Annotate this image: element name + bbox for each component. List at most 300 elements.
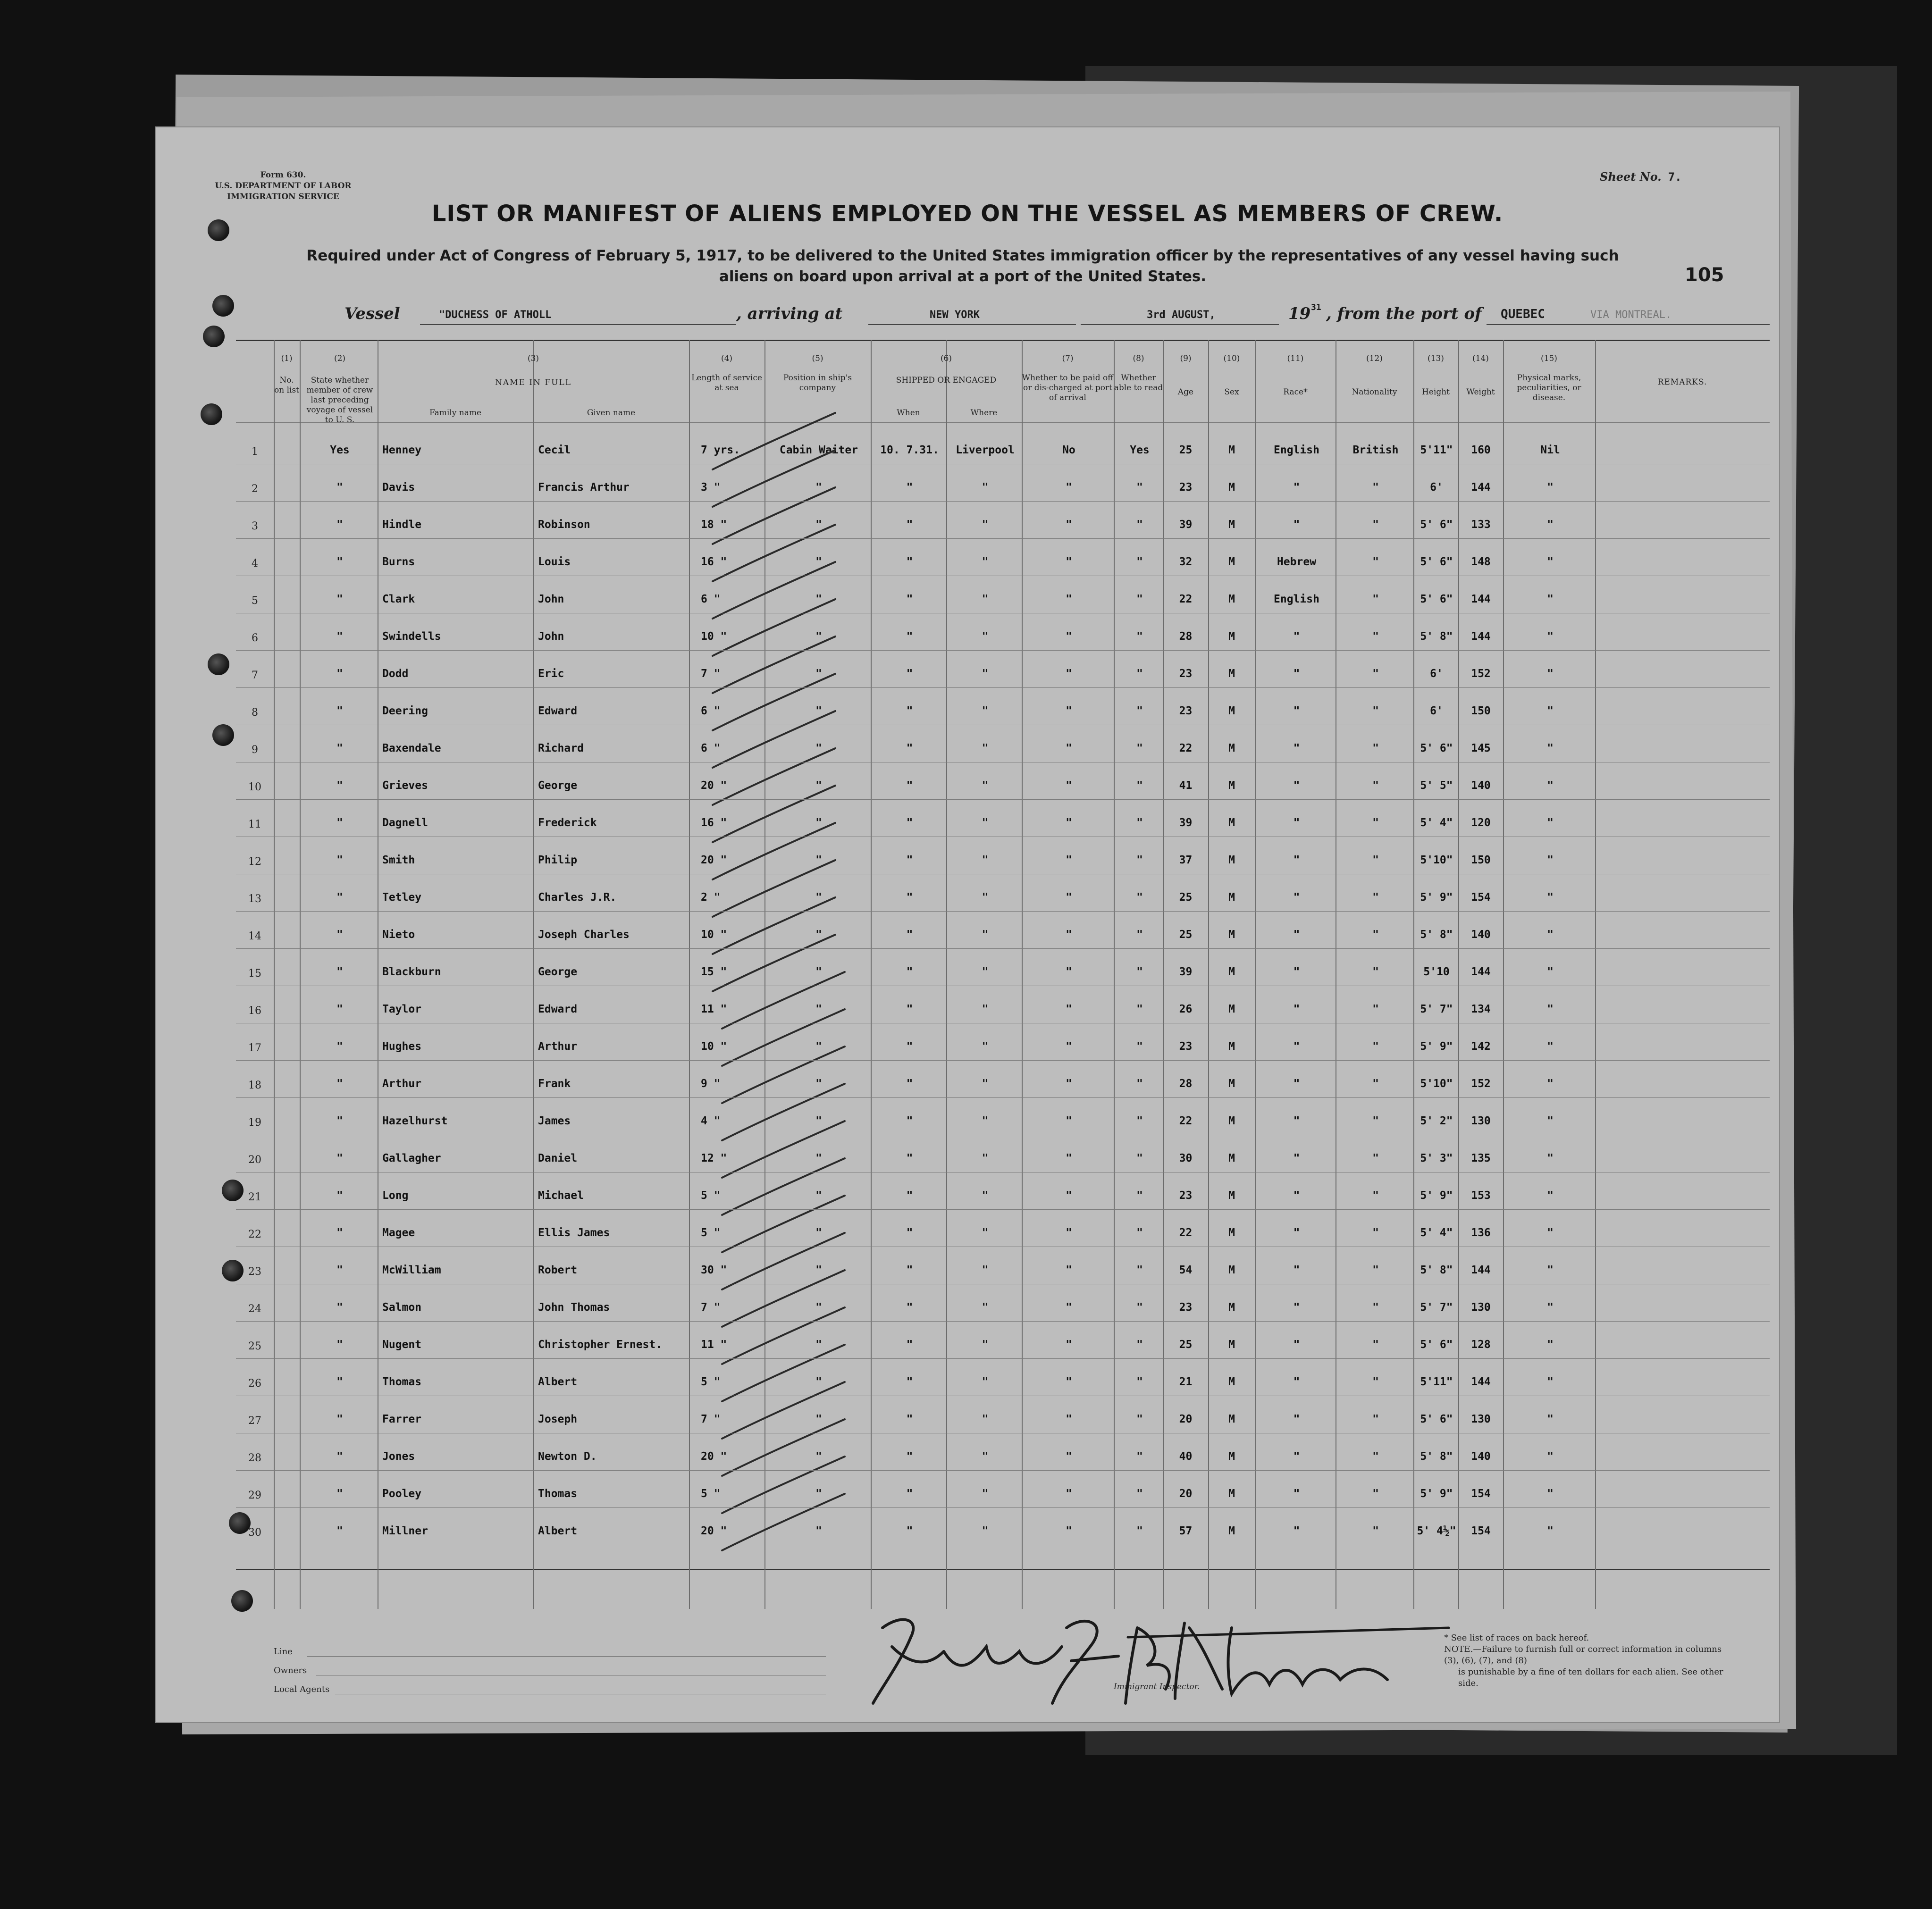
cell-given: Ellis James <box>538 1227 610 1239</box>
cell-age: 23 <box>1179 1040 1193 1053</box>
cell-when: " <box>906 1413 913 1425</box>
check-mark <box>722 1382 845 1439</box>
cell-where: " <box>982 1339 989 1351</box>
cell-marks: " <box>1547 929 1554 941</box>
cell-weight: 130 <box>1471 1301 1491 1314</box>
cell-read: " <box>1136 1413 1143 1425</box>
cell-paid: " <box>1066 1450 1072 1463</box>
cell-position: " <box>815 668 822 680</box>
row-number: 8 <box>252 707 258 719</box>
cell-read: " <box>1136 817 1143 829</box>
cell-family: Hughes <box>382 1040 422 1053</box>
cell-race: " <box>1293 1115 1300 1127</box>
footnote <box>1444 1633 1737 1689</box>
col-label: Height <box>1422 387 1450 397</box>
row-number: 23 <box>248 1266 261 1278</box>
cell-nation: " <box>1372 519 1379 531</box>
cell-where: " <box>982 1450 989 1463</box>
cell-nation: " <box>1372 593 1379 605</box>
cell-sex: M <box>1228 817 1235 829</box>
cell-age: 57 <box>1179 1525 1193 1537</box>
cell-position: " <box>815 1189 822 1202</box>
cell-weight: 130 <box>1471 1115 1491 1127</box>
cell-prev: " <box>336 1525 343 1537</box>
cell-paid: " <box>1066 556 1072 568</box>
cell-service: 9 " <box>701 1078 721 1090</box>
cell-age: 54 <box>1179 1264 1193 1276</box>
row-rule <box>236 1060 1770 1061</box>
cell-when: " <box>906 668 913 680</box>
cell-height: 6' <box>1430 705 1443 717</box>
cell-position: " <box>815 1339 822 1351</box>
owners-label: Owners <box>274 1666 307 1675</box>
check-mark <box>722 1158 845 1215</box>
cell-sex: M <box>1228 854 1235 866</box>
cell-position: " <box>815 929 822 941</box>
cell-service: 7 " <box>701 1413 721 1425</box>
col-label: Age <box>1177 387 1194 397</box>
page-subtitle <box>297 245 1628 287</box>
cell-race: " <box>1293 1525 1300 1537</box>
cell-height: 5' 8" <box>1420 1450 1453 1463</box>
row-number: 19 <box>248 1117 261 1129</box>
cell-family: Arthur <box>382 1078 422 1090</box>
cell-sex: M <box>1228 556 1235 568</box>
binder-hole <box>208 653 229 675</box>
cell-family: Baxendale <box>382 742 441 754</box>
cell-height: 5' 9" <box>1420 1040 1453 1053</box>
cell-prev: " <box>336 519 343 531</box>
cell-prev: " <box>336 817 343 829</box>
footnote-line: NOTE.—Failure to furnish full or correct information in columns (3), (6), (7), and (8) <box>1444 1644 1722 1666</box>
cell-service: 20 " <box>701 1450 727 1463</box>
cell-read: " <box>1136 705 1143 717</box>
cell-prev: " <box>336 1040 343 1053</box>
cell-prev: " <box>336 966 343 978</box>
cell-weight: 142 <box>1471 1040 1491 1053</box>
cell-sex: M <box>1228 1115 1235 1127</box>
cell-prev: " <box>336 593 343 605</box>
cell-read: " <box>1136 519 1143 531</box>
check-mark <box>722 1196 845 1252</box>
page-number: 105 <box>1685 264 1724 286</box>
cell-race: English <box>1274 444 1319 456</box>
row-number: 27 <box>248 1415 261 1427</box>
cell-weight: 145 <box>1471 742 1491 754</box>
col-index: (11) <box>1287 354 1304 363</box>
cell-nation: " <box>1372 1301 1379 1314</box>
binder-hole <box>212 295 234 317</box>
check-mark <box>713 935 835 991</box>
cell-when: " <box>906 481 913 494</box>
cell-family: Dagnell <box>382 817 428 829</box>
cell-when: " <box>906 1339 913 1351</box>
cell-position: " <box>815 1264 822 1276</box>
cell-age: 23 <box>1179 668 1193 680</box>
col-remarks: REMARKS. <box>1657 377 1707 387</box>
cell-race: English <box>1274 593 1319 605</box>
binder-hole <box>212 724 234 746</box>
row-rule <box>236 948 1770 949</box>
row-rule <box>236 1470 1770 1471</box>
cell-service: 20 " <box>701 1525 727 1537</box>
col-label: Length of service at sea <box>691 373 762 393</box>
cell-family: Jones <box>382 1450 415 1463</box>
row-number: 10 <box>248 781 261 793</box>
from-port-label: , from the port of <box>1326 304 1482 323</box>
from-underline <box>1487 324 1770 325</box>
check-mark <box>722 1270 845 1327</box>
cell-sex: M <box>1228 1227 1235 1239</box>
cell-position: " <box>815 1301 822 1314</box>
cell-height: 5' 3" <box>1420 1152 1453 1164</box>
cell-weight: 144 <box>1471 1376 1491 1388</box>
cell-sex: M <box>1228 519 1235 531</box>
cell-service: 10 " <box>701 630 727 643</box>
row-rule <box>236 501 1770 502</box>
cell-age: 26 <box>1179 1003 1193 1015</box>
cell-when: " <box>906 1264 913 1276</box>
cell-where: " <box>982 854 989 866</box>
cell-service: 10 " <box>701 929 727 941</box>
col-index: (8) <box>1133 354 1144 363</box>
cell-height: 5'11" <box>1420 444 1453 456</box>
cell-marks: " <box>1547 891 1554 904</box>
cell-service: 5 " <box>701 1227 721 1239</box>
cell-age: 39 <box>1179 817 1193 829</box>
cell-position: " <box>815 630 822 643</box>
row-rule <box>236 1507 1770 1508</box>
cell-when: " <box>906 1376 913 1388</box>
col-index: (4) <box>721 354 733 363</box>
cell-family: Millner <box>382 1525 428 1537</box>
cell-given: Robert <box>538 1264 578 1276</box>
departure-port: QUEBEC <box>1501 307 1545 321</box>
cell-family: Dodd <box>382 668 409 680</box>
cell-prev: " <box>336 1003 343 1015</box>
cell-read: " <box>1136 1301 1143 1314</box>
cell-where: " <box>982 742 989 754</box>
cell-age: 25 <box>1179 929 1193 941</box>
cell-prev: " <box>336 929 343 941</box>
row-number: 5 <box>252 595 258 607</box>
cell-weight: 133 <box>1471 519 1491 531</box>
cell-read: " <box>1136 1450 1143 1463</box>
cell-given: Arthur <box>538 1040 578 1053</box>
cell-paid: " <box>1066 630 1072 643</box>
arrival-date: 3rd AUGUST, <box>1147 309 1216 321</box>
col-index: (5) <box>812 354 823 363</box>
cell-nation: " <box>1372 1152 1379 1164</box>
cell-prev: " <box>336 1078 343 1090</box>
cell-marks: " <box>1547 481 1554 494</box>
sheet-value: 7. <box>1668 170 1682 184</box>
check-mark <box>713 823 835 879</box>
cell-when: " <box>906 630 913 643</box>
cell-read: " <box>1136 1152 1143 1164</box>
cell-marks: " <box>1547 1488 1554 1500</box>
check-mark <box>722 1494 845 1550</box>
cell-weight: 144 <box>1471 630 1491 643</box>
cell-position: " <box>815 593 822 605</box>
cell-where: " <box>982 1227 989 1239</box>
line-field <box>307 1656 826 1657</box>
check-mark <box>713 487 835 544</box>
cell-position: " <box>815 519 822 531</box>
cell-position: " <box>815 779 822 792</box>
cell-family: Taylor <box>382 1003 422 1015</box>
cell-sex: M <box>1228 891 1235 904</box>
col-label: Whether able to read <box>1114 373 1163 393</box>
cell-nation: " <box>1372 1189 1379 1202</box>
vessel-name: "DUCHESS OF ATHOLL <box>439 309 552 321</box>
cell-when: " <box>906 929 913 941</box>
row-number: 16 <box>248 1005 261 1017</box>
cell-paid: " <box>1066 1264 1072 1276</box>
footnote-line: * See list of races on back hereof. <box>1444 1633 1589 1643</box>
cell-paid: " <box>1066 1488 1072 1500</box>
cell-race: " <box>1293 742 1300 754</box>
row-number: 20 <box>248 1154 261 1166</box>
cell-service: 6 " <box>701 593 721 605</box>
cell-sex: M <box>1228 481 1235 494</box>
cell-sex: M <box>1228 779 1235 792</box>
row-number: 17 <box>248 1042 261 1054</box>
cell-family: Hindle <box>382 519 422 531</box>
cell-where: " <box>982 630 989 643</box>
immigrant-inspector-label: Immigrant Inspector. <box>1114 1682 1200 1691</box>
check-mark <box>713 525 835 581</box>
cell-paid: " <box>1066 1152 1072 1164</box>
cell-marks: " <box>1547 593 1554 605</box>
cell-service: 2 " <box>701 891 721 904</box>
col-label: Sex <box>1224 387 1239 397</box>
cell-read: " <box>1136 1376 1143 1388</box>
cell-sex: M <box>1228 1450 1235 1463</box>
cell-height: 5' 9" <box>1420 891 1453 904</box>
cell-age: 39 <box>1179 519 1193 531</box>
cell-race: " <box>1293 1450 1300 1463</box>
cell-family: Hazelhurst <box>382 1115 448 1127</box>
cell-where: " <box>982 519 989 531</box>
cell-family: Pooley <box>382 1488 422 1500</box>
cell-paid: " <box>1066 929 1072 941</box>
col-index: (13) <box>1428 354 1444 363</box>
row-number: 22 <box>248 1229 261 1240</box>
cell-sex: M <box>1228 1339 1235 1351</box>
col-label: State whether member of crew last preceding voyage of vessel to U. S. <box>306 376 373 425</box>
cell-marks: " <box>1547 1525 1554 1537</box>
cell-weight: 140 <box>1471 779 1491 792</box>
cell-where: " <box>982 1264 989 1276</box>
cell-sex: M <box>1228 1264 1235 1276</box>
cell-where: " <box>982 1301 989 1314</box>
cell-given: Daniel <box>538 1152 578 1164</box>
vessel-label: Vessel <box>344 304 400 323</box>
cell-marks: " <box>1547 779 1554 792</box>
cell-when: " <box>906 593 913 605</box>
cell-race: Hebrew <box>1277 556 1317 568</box>
col-label: SHIPPED OR ENGAGED <box>896 376 997 385</box>
cell-when: " <box>906 1003 913 1015</box>
cell-family: Farrer <box>382 1413 422 1425</box>
row-rule <box>236 1209 1770 1210</box>
cell-service: 6 " <box>701 742 721 754</box>
cell-when: " <box>906 556 913 568</box>
cell-nation: " <box>1372 1264 1379 1276</box>
cell-paid: " <box>1066 1115 1072 1127</box>
cell-marks: " <box>1547 1264 1554 1276</box>
cell-read: " <box>1136 593 1143 605</box>
cell-marks: " <box>1547 1450 1554 1463</box>
cell-weight: 153 <box>1471 1189 1491 1202</box>
cell-paid: " <box>1066 668 1072 680</box>
cell-read: " <box>1136 966 1143 978</box>
cell-when: " <box>906 966 913 978</box>
cell-service: 7 " <box>701 1301 721 1314</box>
form-number: Form 630. <box>260 170 306 180</box>
cell-family: Deering <box>382 705 428 717</box>
check-mark <box>722 1457 845 1513</box>
footer-section <box>208 1623 1723 1703</box>
cell-paid: " <box>1066 817 1072 829</box>
cell-marks: " <box>1547 1376 1554 1388</box>
cell-prev: " <box>336 1450 343 1463</box>
cell-read: " <box>1136 1525 1143 1537</box>
cell-weight: 154 <box>1471 1525 1491 1537</box>
cell-read: " <box>1136 630 1143 643</box>
cell-nation: " <box>1372 630 1379 643</box>
cell-prev: " <box>336 1413 343 1425</box>
cell-when: " <box>906 1488 913 1500</box>
cell-age: 41 <box>1179 779 1193 792</box>
check-mark <box>713 860 835 917</box>
cell-when: " <box>906 1115 913 1127</box>
cell-service: 16 " <box>701 556 727 568</box>
cell-service: 4 " <box>701 1115 721 1127</box>
cell-given: Frank <box>538 1078 571 1090</box>
cell-where: " <box>982 1078 989 1090</box>
cell-when: " <box>906 854 913 866</box>
cell-weight: 160 <box>1471 444 1491 456</box>
cell-paid: " <box>1066 1003 1072 1015</box>
cell-age: 23 <box>1179 1301 1193 1314</box>
cell-weight: 154 <box>1471 891 1491 904</box>
col-index: (7) <box>1062 354 1074 363</box>
cell-height: 5' 4" <box>1420 1227 1453 1239</box>
row-number: 18 <box>248 1080 261 1091</box>
cell-age: 23 <box>1179 705 1193 717</box>
cell-where: " <box>982 1115 989 1127</box>
cell-given: John <box>538 630 564 643</box>
cell-nation: " <box>1372 1003 1379 1015</box>
cell-marks: " <box>1547 1078 1554 1090</box>
cell-given: Cecil <box>538 444 571 456</box>
cell-height: 5' 7" <box>1420 1301 1453 1314</box>
cell-sex: M <box>1228 1078 1235 1090</box>
cell-where: " <box>982 593 989 605</box>
col-given-name: Given name <box>587 408 636 418</box>
vessel-row <box>344 304 1770 328</box>
cell-sex: M <box>1228 1413 1235 1425</box>
cell-read: " <box>1136 1115 1143 1127</box>
cell-race: " <box>1293 1152 1300 1164</box>
cell-read: " <box>1136 1003 1143 1015</box>
row-number: 13 <box>248 893 261 905</box>
cell-given: Frederick <box>538 817 597 829</box>
arriving-label: , arriving at <box>736 304 843 323</box>
cell-position: " <box>815 854 822 866</box>
cell-race: " <box>1293 1078 1300 1090</box>
cell-sex: M <box>1228 444 1235 456</box>
cell-service: 5 " <box>701 1376 721 1388</box>
col-label: Whether to be paid off or dis-charged at port of arrival <box>1022 373 1114 402</box>
cell-prev: " <box>336 742 343 754</box>
cell-paid: " <box>1066 891 1072 904</box>
check-mark <box>713 711 835 768</box>
cell-sex: M <box>1228 668 1235 680</box>
cell-given: Thomas <box>538 1488 578 1500</box>
cell-height: 5' 6" <box>1420 1339 1453 1351</box>
cell-age: 39 <box>1179 966 1193 978</box>
row-rule <box>236 538 1770 539</box>
cell-nation: " <box>1372 668 1379 680</box>
row-rule <box>236 687 1770 688</box>
cell-weight: 150 <box>1471 854 1491 866</box>
cell-when: 10. 7.31. <box>880 444 939 456</box>
cell-marks: " <box>1547 966 1554 978</box>
cell-height: 5' 6" <box>1420 1413 1453 1425</box>
cell-age: 22 <box>1179 593 1193 605</box>
cell-paid: " <box>1066 779 1072 792</box>
cell-marks: " <box>1547 817 1554 829</box>
col-label: No. on list <box>274 376 300 395</box>
row-number: 15 <box>248 968 261 980</box>
subtitle-line: aliens on board upon arrival at a port of the United States. <box>719 268 1207 285</box>
cell-weight: 154 <box>1471 1488 1491 1500</box>
cell-nation: " <box>1372 1227 1379 1239</box>
cell-position: " <box>815 705 822 717</box>
cell-when: " <box>906 705 913 717</box>
cell-position: Cabin Waiter <box>779 444 858 456</box>
page-title: LIST OR MANIFEST OF ALIENS EMPLOYED ON THE VESSEL AS MEMBERS OF CREW. <box>431 201 1504 227</box>
cell-height: 6' <box>1430 668 1443 680</box>
cell-read: " <box>1136 929 1143 941</box>
cell-race: " <box>1293 1227 1300 1239</box>
cell-paid: " <box>1066 1339 1072 1351</box>
cell-age: 32 <box>1179 556 1193 568</box>
cell-prev: " <box>336 1189 343 1202</box>
cell-service: 6 " <box>701 705 721 717</box>
cell-family: Gallagher <box>382 1152 441 1164</box>
cell-age: 20 <box>1179 1413 1193 1425</box>
cell-where: " <box>982 1040 989 1053</box>
cell-when: " <box>906 1078 913 1090</box>
check-mark <box>722 1419 845 1476</box>
cell-where: " <box>982 481 989 494</box>
col-shipped-where: Where <box>970 408 998 418</box>
cell-prev: " <box>336 705 343 717</box>
inspector-signature <box>864 1609 1458 1717</box>
cell-paid: " <box>1066 1376 1072 1388</box>
row-number: 2 <box>252 483 258 495</box>
cell-where: " <box>982 705 989 717</box>
col-label: Nationality <box>1352 387 1397 397</box>
cell-race: " <box>1293 630 1300 643</box>
cell-position: " <box>815 1488 822 1500</box>
cell-paid: " <box>1066 1227 1072 1239</box>
cell-race: " <box>1293 929 1300 941</box>
